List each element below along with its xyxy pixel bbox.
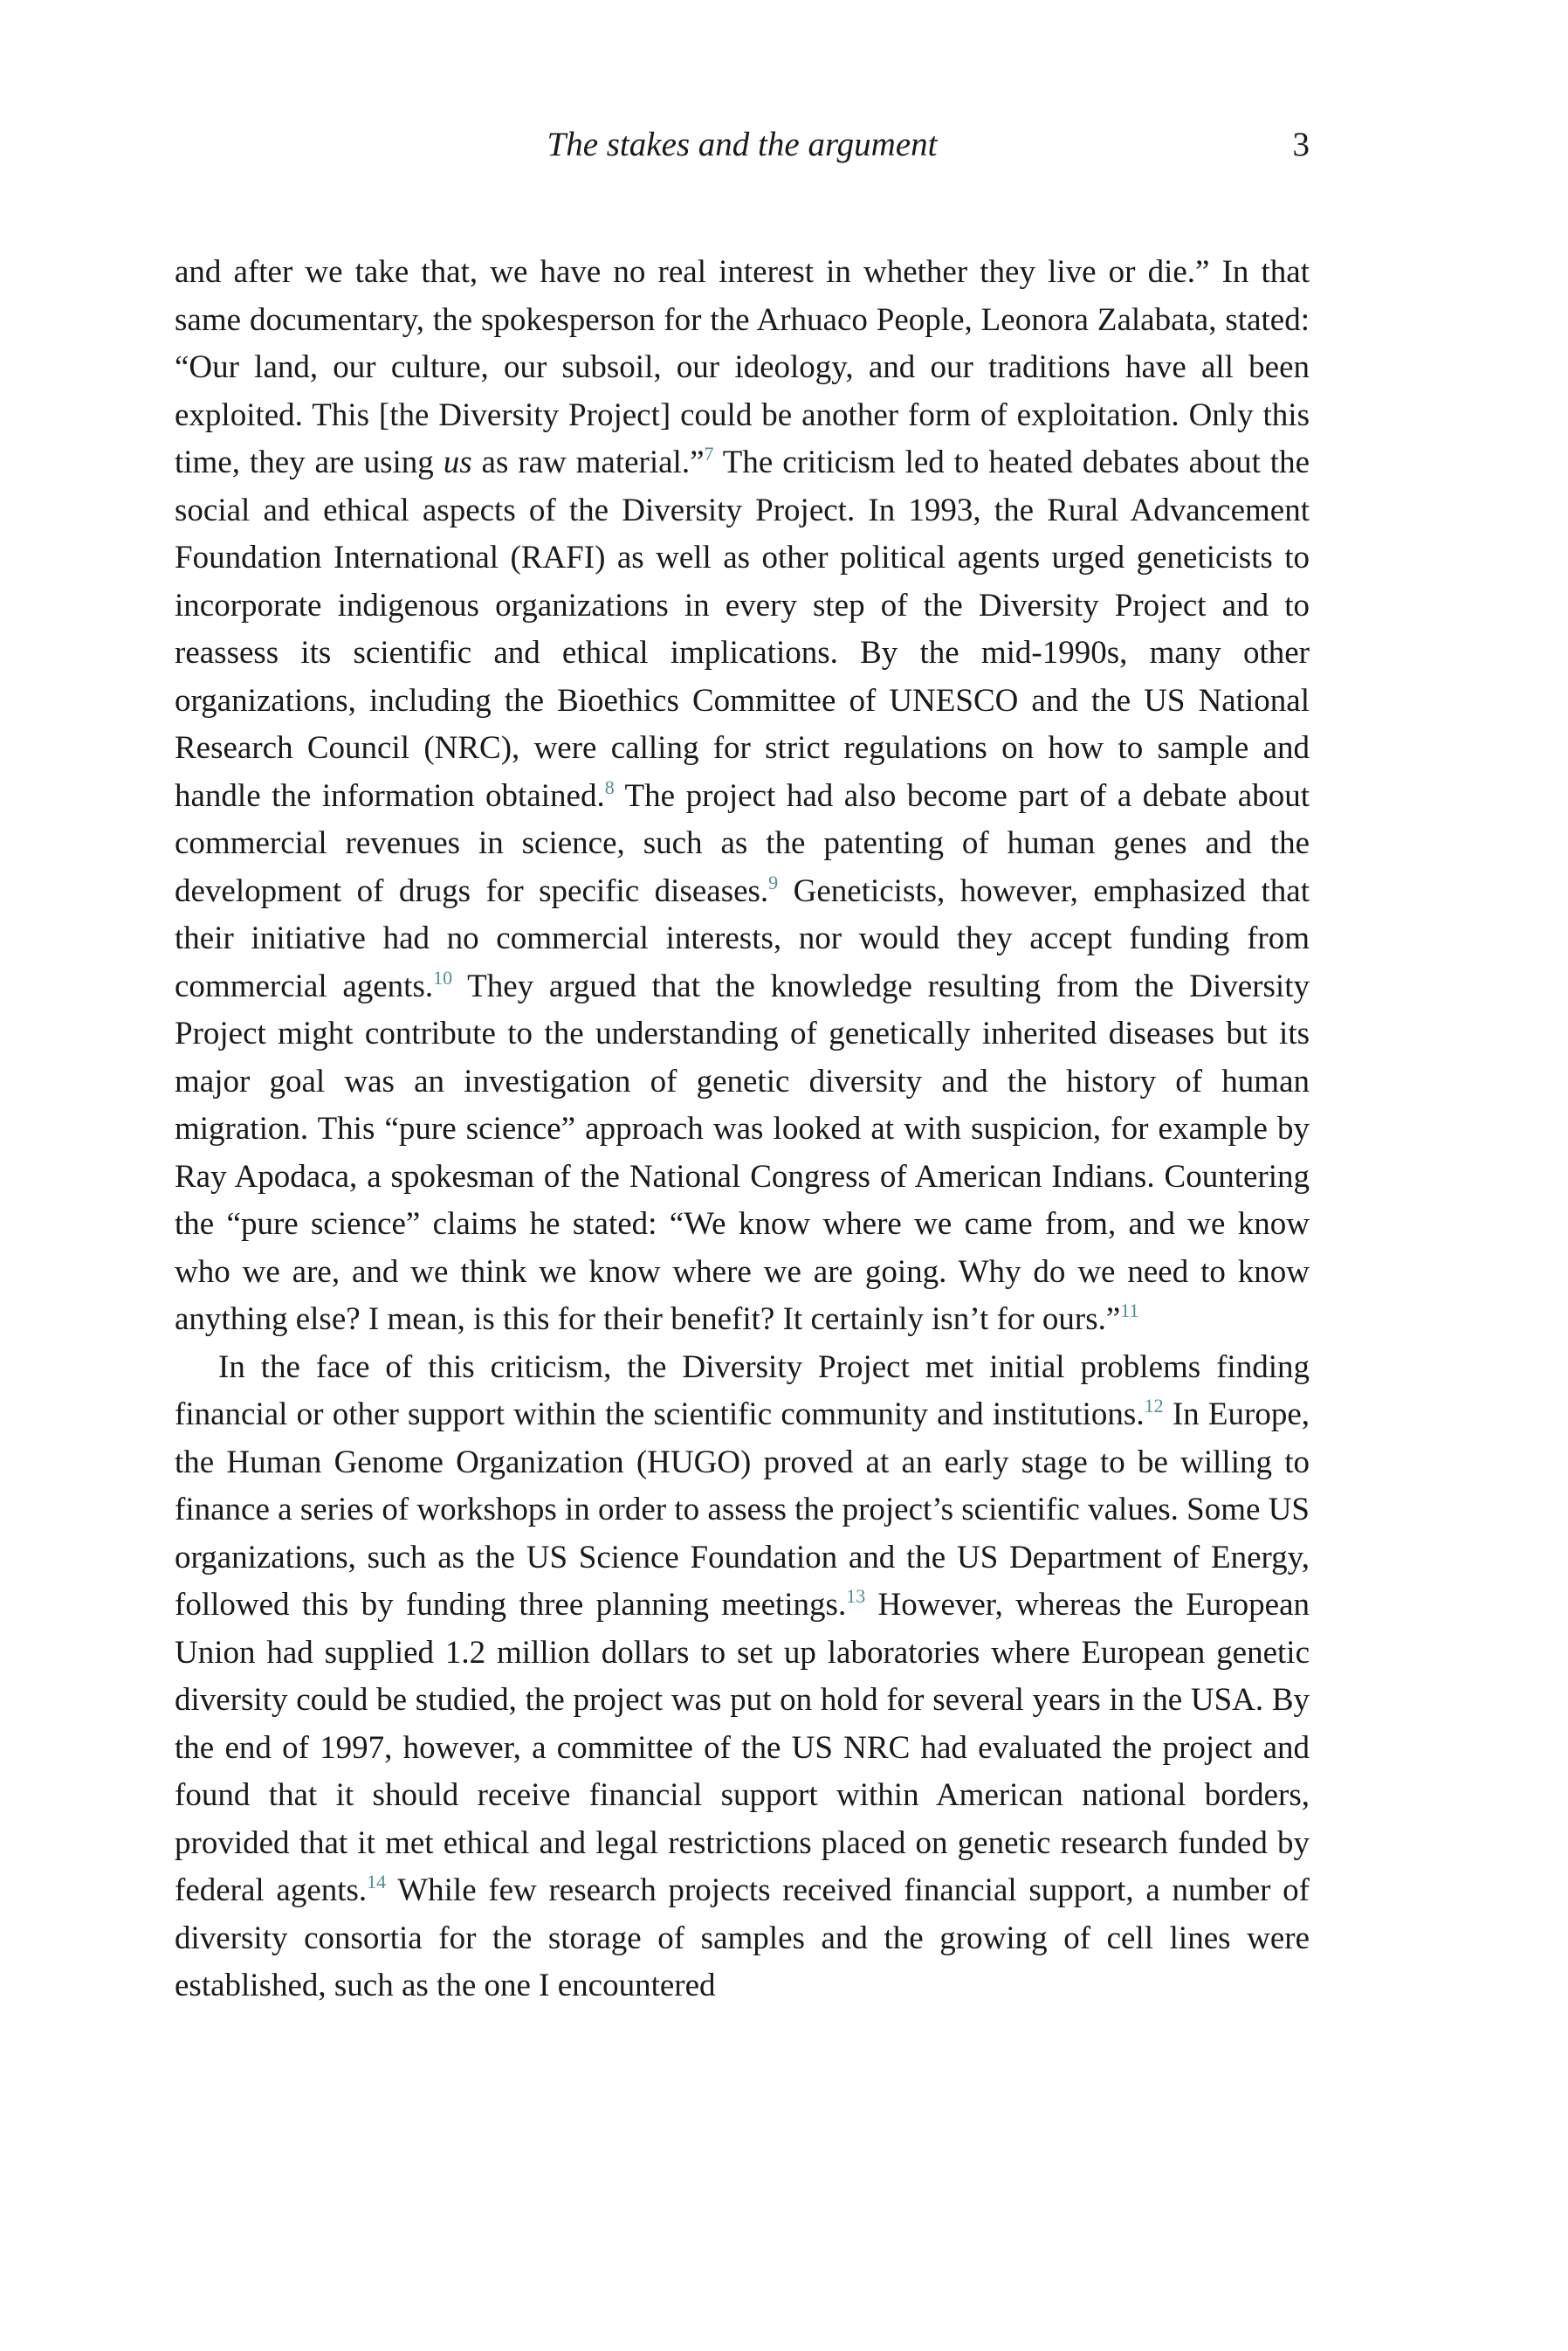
text-span: They argued that the knowledge resulting from the Diversity Project might contribute to the understanding of genetically inherited diseases but its major goal was an investigation of genetic diversity and the history of human migration. This “pure science” approach was looked at with suspicion, for example by Ray Apodaca, a spokesman of the National Congress of American Indians. Countering the “pure science” claims he stated: “We know where we came from, and we know who we are, and we think we know where we are going. Why do we need to know anything else? I mean, is this for their benefit? It certainly isn’t for ours.” <box>175 968 1310 1337</box>
paragraph-1 <box>175 249 1310 1344</box>
footnote-ref-13[interactable]: 13 <box>846 1585 866 1607</box>
text-span: However, whereas the European Union had supplied 1.2 million dollars to set up laboratories where European genetic diversity could be studied, the project was put on hold for several years in the USA. By the end of 1997, however, a committee of the US NRC had evaluated the project and found that it should receive financial support within American national borders, provided that it met ethical and legal restrictions placed on genetic research funded by federal agents. <box>175 1587 1310 1908</box>
emphasis-text: us <box>443 445 472 480</box>
footnote-ref-7[interactable]: 7 <box>704 443 714 465</box>
running-head <box>175 121 1310 169</box>
footnote-ref-8[interactable]: 8 <box>604 776 615 798</box>
text-span: The project had also become part of a debate about commercial revenues in science, such as the patenting of human genes and the development of drugs for specific diseases. <box>175 777 1310 909</box>
running-title: The stakes and the argument <box>547 126 938 163</box>
footnote-ref-11[interactable]: 11 <box>1120 1300 1139 1321</box>
text-span: In the face of this criticism, the Diversity Project met initial problems finding financial or other support within the scientific community and institutions. <box>175 1348 1310 1432</box>
footnote-ref-12[interactable]: 12 <box>1144 1395 1164 1417</box>
footnote-ref-10[interactable]: 10 <box>433 966 453 989</box>
text-span: While few research projects received financial support, a number of diversity consortia for the storage of samples and the growing of cell lines were established, such as the one I encountered <box>175 1872 1310 2003</box>
footnote-ref-9[interactable]: 9 <box>768 871 779 893</box>
text-span: In Europe, the Human Genome Organization (HUGO) proved at an early stage to be willing to finance a series of workshops in order to assess the project’s scientific values. Some US organizations, such as the US Science Foundation and the US Department of Energy, followed this by funding three planning meetings. <box>175 1396 1310 1623</box>
text-span: Geneticists, however, emphasized that their initiative had no commercial interests, nor would they accept funding from commercial agents. <box>175 872 1310 1004</box>
paragraph-2 <box>175 1344 1310 2010</box>
footnote-ref-14[interactable]: 14 <box>367 1871 387 1893</box>
text-span: and after we take that, we have no real interest in whether they live or die.” In that same documentary, the spokesperson for the Arhuaco People, Leonora Zalabata, stated: “Our land, our culture, our subsoil, our ideology, and our traditions have all been exploited. This [the Diversity Project] could be another form of exploitation. Only this time, they are using <box>175 254 1310 480</box>
body-text <box>175 249 1310 2010</box>
text-span: The criticism led to heated debates about the social and ethical aspects of the Diversity Project. In 1993, the Rural Advancement Foundation International (RAFI) as well as other political agents urged geneticists to incorporate indigenous organizations in every step of the Diversity Project and to reassess its scientific and ethical implications. By the mid-1990s, many other organizations, including the Bioethics Committee of UNESCO and the US National Research Council (NRC), were calling for strict regulations on how to sample and handle the information obtained. <box>175 445 1310 814</box>
page-number: 3 <box>1292 126 1310 163</box>
text-span: as raw material.” <box>471 445 705 480</box>
